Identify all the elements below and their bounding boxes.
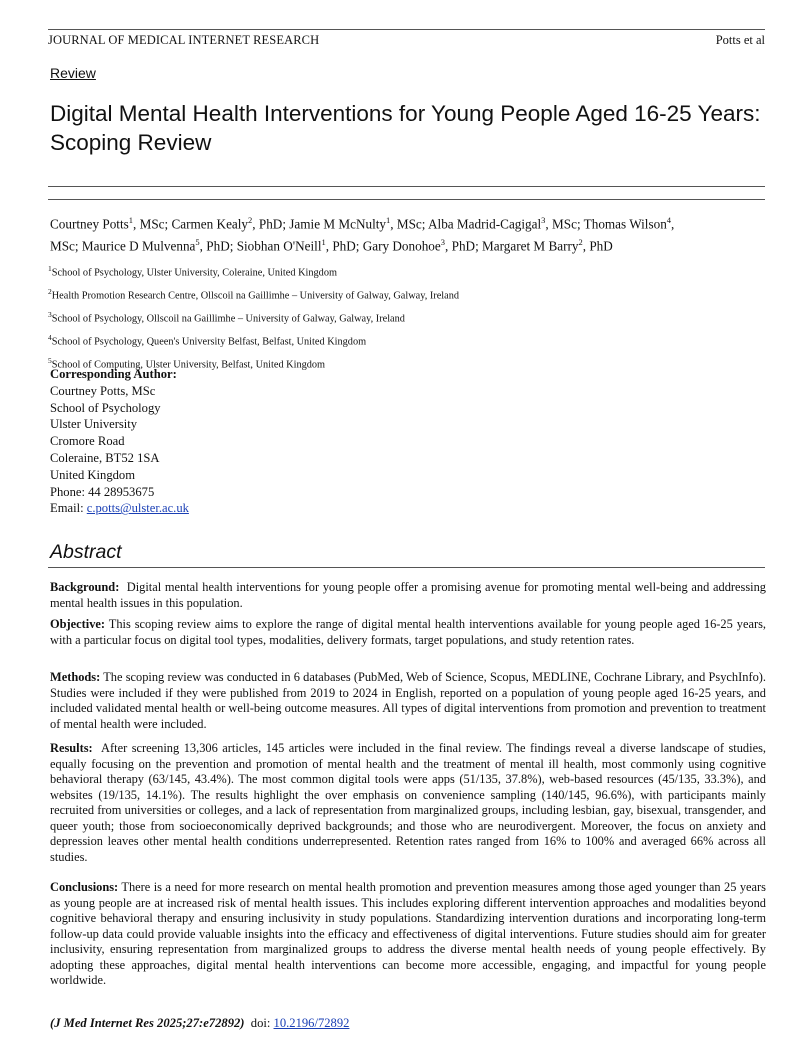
affiliation-item: [48, 283, 459, 306]
affiliation-item: [48, 306, 459, 329]
abstract-section-label: Objective:: [50, 617, 106, 631]
affiliation-list: [48, 260, 459, 375]
corresponding-author-label: Corresponding Author:: [50, 367, 177, 381]
corresponding-author-block: [50, 366, 189, 517]
author-affiliation-marker: 5: [195, 237, 200, 248]
author-name: Courtney Potts: [50, 216, 129, 232]
corresponding-line: Coleraine, BT52 1SA: [50, 450, 160, 465]
author-name: Thomas Wilson: [583, 216, 667, 232]
affiliation-text: School of Computing, Ulster University, Belfast, United Kingdom: [51, 359, 326, 371]
author-name: Alba Madrid-Cagigal: [428, 216, 542, 232]
author-degree: MSc: [139, 216, 165, 232]
author-degree: PhD: [332, 238, 356, 254]
email-line: [50, 500, 189, 517]
affiliation-item: [48, 260, 459, 283]
affiliation-number: 4: [48, 332, 52, 342]
corresponding-line: Ulster University: [50, 417, 138, 432]
section-label[interactable]: Review: [50, 65, 96, 81]
abstract-divider: [48, 567, 765, 568]
author-affiliation-marker: 1: [128, 215, 134, 225]
author-affiliation-marker: 1: [321, 237, 326, 248]
divider-top: [48, 186, 765, 187]
corresponding-line: United Kingdom: [50, 467, 136, 482]
author-degree: PhD: [589, 238, 613, 254]
email-link[interactable]: c.potts@ulster.ac.uk: [86, 501, 189, 516]
affiliation-number: 2: [48, 286, 52, 296]
author-name: Margaret M Barry: [482, 238, 579, 254]
abstract-results: [50, 741, 766, 865]
author-degree: MSc: [50, 238, 75, 254]
corresponding-line: School of Psychology: [50, 400, 161, 415]
abstract-background: [50, 580, 766, 611]
affiliation-text: School of Psychology, Queen's University Belfast, Belfast, United Kingdom: [51, 336, 367, 348]
affiliation-text: Health Promotion Research Centre, Ollscoil na Gaillimhe – University of Galway, Galway, Ireland: [51, 290, 460, 302]
author-degree: PhD: [258, 216, 283, 232]
abstract-section-label: Background:: [50, 580, 120, 594]
affiliation-number: 5: [48, 355, 52, 365]
author-name: Carmen Kealy: [171, 216, 249, 232]
affiliation-number: 3: [48, 309, 52, 319]
running-authors: Potts et al: [715, 33, 765, 47]
running-header: [48, 29, 765, 50]
author-affiliation-marker: 3: [541, 215, 546, 225]
email-label: Email:: [50, 501, 87, 516]
author-degree: PhD: [451, 238, 476, 254]
author-list: Courtney Potts$^1$, MSc; Carmen Kealy$^2$, PhD; Jamie M McNulty$^1$, MSc; Alba Madrid-Cagigal$^3$, MSc; Thomas Wilson$^4$, MSc; Maurice D Mulvenna$^5$, PhD; Siobhan O'Neill$^1$, PhD; Gary Donohoe$^3$, PhD; Margaret M Barry$^2$, PhD: [50, 215, 675, 254]
author-affiliation-marker: 1: [386, 215, 391, 225]
affiliation-text: School of Psychology, Ulster University, Coleraine, United Kingdom: [51, 267, 337, 279]
corresponding-line: Cromore Road: [50, 434, 125, 449]
author-affiliation-marker: 3: [440, 237, 446, 248]
author-affiliation-marker: 4: [666, 215, 672, 225]
affiliation-text: School of Psychology, Ollscoil na Gaillimhe – University of Galway, Galway, Ireland: [51, 313, 405, 325]
divider-bottom: [48, 199, 765, 200]
abstract-conclusions: [50, 880, 766, 989]
citation-reference: (J Med Internet Res 2025;27:e72892): [50, 1016, 245, 1030]
abstract-section-label: Methods:: [50, 670, 101, 684]
corresponding-line: Phone: 44 28953675: [50, 484, 155, 499]
abstract-section-text: The scoping review was conducted in 6 databases (PubMed, Web of Science, Scopus, MEDLINE, Cochrane Library, and PsychInfo). Studies were included if they were published from 2019 to 2024 in English, reported on a population of young people aged 16-25 years, and included validated mental health or well-being outcome measures. All types of digital interventions from promotion and prevention to treatment of mental health were included.: [50, 670, 766, 731]
abstract-methods: [50, 670, 766, 732]
author-name: Jamie M McNulty: [289, 216, 386, 232]
abstract-section-label: Conclusions:: [50, 880, 119, 894]
author-degree: PhD: [206, 238, 230, 254]
affiliation-item: [48, 329, 459, 352]
doi-link[interactable]: 10.2196/72892: [273, 1016, 350, 1030]
abstract-section-text: This scoping review aims to explore the range of digital mental health interventions available for young people aged 16-25 years, with a particular focus on digital tool types, modalities, delivery formats, target populations, and study retention rates.: [50, 617, 766, 647]
journal-name: JOURNAL OF MEDICAL INTERNET RESEARCH: [48, 33, 320, 47]
abstract-section-text: There is a need for more research on mental health promotion and prevention measures among those aged younger than 25 years as young people are at increased risk of mental health issues. This includes exploring different intervention approaches and modalities beyond cognitive behavioral therapy and ensuring inclusivity in study populations. Standardizing intervention durations and incorporating long-term follow-up data could provide valuable insights into the efficacy and effectiveness of digital interventions. Future studies should aim for greater inclusivity, ensuring representation from marginalized groups to address the diverse mental health needs of young people effectively. By adopting these approaches, digital mental health interventions can become more accessible, engaging, and impactful for young people worldwide.: [50, 880, 766, 987]
article-title: Digital Mental Health Interventions for Young People Aged 16-25 Years: Scoping Review: [50, 101, 761, 155]
doi-label: doi:: [250, 1016, 271, 1030]
abstract-section-text: After screening 13,306 articles, 145 articles were included in the final review. The findings reveal a diverse landscape of studies, equally focusing on the prevention and promotion of mental health and the treatment of mental ill health, most commonly using cognitive behavioral therapy (63/145, 43.4%). The most common digital tools were apps (51/135, 37.8%), web-based resources (45/135, 33.3%), and websites (19/135, 14.1%). The results highlight the over emphasis on convenience sampling (140/145, 96.6%), with participants mainly recruited from universities or colleges, and a lack of representation from marginalized groups, including lesbian, gay, bisexual, transgender, and queer youth; those from socioeconomically deprived backgrounds; and those who are neurodivergent. Moreover, the focus on anxiety and depression leaves other mental health conditions underrepresented. Retention rates ranged from 16% to 100% and averaged 66% across all studies.: [50, 741, 766, 864]
abstract-heading: Abstract: [50, 541, 122, 563]
citation-line: [50, 1016, 349, 1031]
author-name: Gary Donohoe: [362, 238, 441, 254]
abstract-section-text: Digital mental health interventions for young people offer a promising avenue for promoting mental well-being and addressing mental health issues in this population.: [50, 580, 766, 610]
author-affiliation-marker: 2: [248, 215, 253, 225]
author-name: Siobhan O'Neill: [236, 238, 322, 254]
author-affiliation-marker: 2: [578, 237, 583, 248]
abstract-objective: [50, 617, 766, 648]
author-name: Maurice D Mulvenna: [81, 238, 196, 254]
abstract-section-label: Results:: [50, 741, 93, 755]
author-degree: MSc: [396, 216, 422, 232]
author-degree: MSc: [552, 216, 577, 232]
corresponding-line: Courtney Potts, MSc: [50, 383, 156, 398]
affiliation-number: 1: [48, 264, 52, 273]
